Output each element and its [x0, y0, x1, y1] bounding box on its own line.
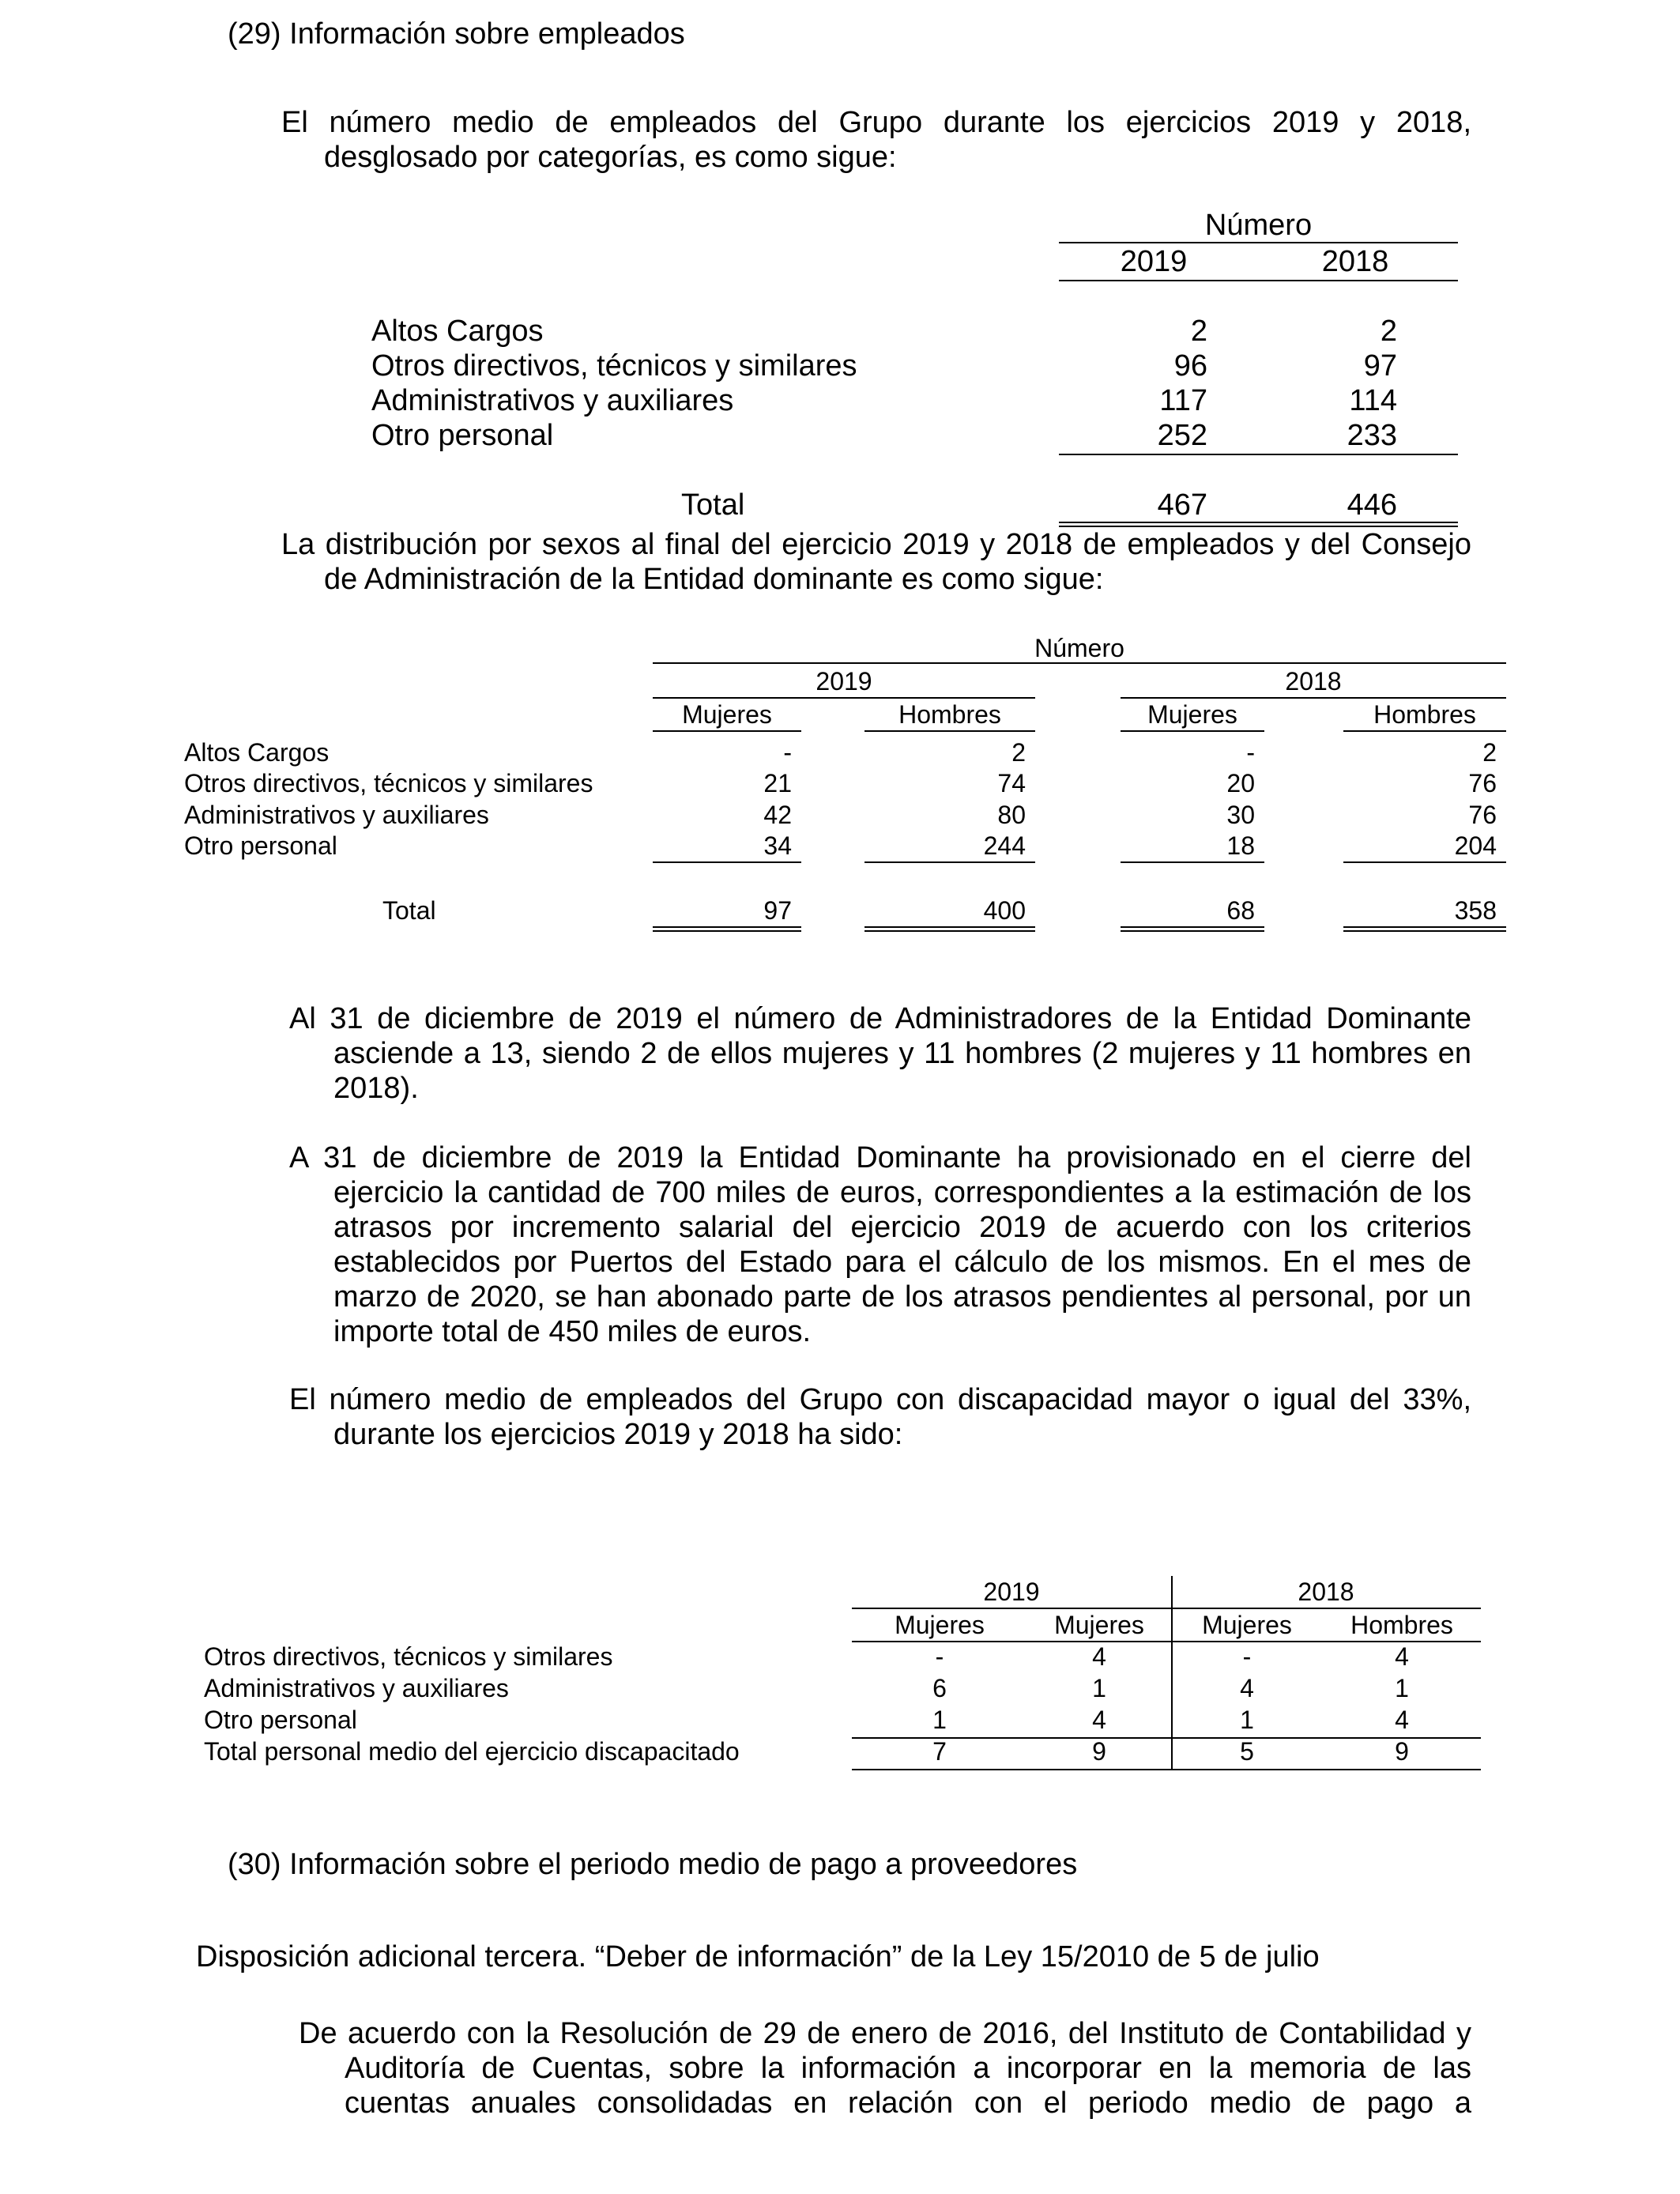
table2-subheader: Mujeres	[1147, 700, 1237, 729]
table2-cell: 76	[1468, 769, 1497, 797]
table3-cell: 1	[1092, 1674, 1106, 1702]
table2-year-2019: 2019	[816, 667, 872, 696]
table2-cell: 18	[1226, 831, 1255, 860]
double-divider	[1059, 522, 1458, 527]
table1-cell: 96	[1173, 349, 1207, 383]
paragraph-line: La distribución por sexos al final del ejercicio 2019 y 2018 de empleados y del Consejo	[281, 528, 1471, 561]
table1-row-label: Administrativos y auxiliares	[371, 384, 734, 417]
table2-cell: 20	[1226, 769, 1255, 797]
table1-cell: 2	[1190, 315, 1207, 348]
double-divider	[1343, 926, 1506, 932]
table3-row-label: Otro personal	[204, 1706, 357, 1734]
divider	[653, 697, 1035, 699]
divider	[1059, 242, 1458, 243]
paragraph-line: importe total de 450 miles de euros.	[333, 1315, 812, 1348]
table2-cell: 74	[997, 769, 1026, 797]
divider	[864, 861, 1035, 863]
table1-cell: 114	[1349, 384, 1397, 417]
paragraph-line: El número medio de empleados del Grupo con discapacidad mayor o igual del 33%,	[289, 1383, 1471, 1416]
double-divider	[653, 926, 801, 932]
table3-cell: 1	[1395, 1674, 1409, 1702]
disability-paragraph	[289, 1382, 1471, 1452]
table3-year-2019: 2019	[983, 1578, 1040, 1606]
intro-paragraph	[281, 105, 1471, 175]
table1-group-header: Número	[1204, 209, 1313, 242]
table2-total-cell: 400	[983, 896, 1026, 925]
table3-total-label: Total personal medio del ejercicio discapacitado	[204, 1737, 740, 1766]
divider	[1059, 280, 1458, 281]
paragraph-line: desglosado por categorías, es como sigue:	[324, 141, 897, 174]
table3-cell: 4	[1395, 1642, 1409, 1671]
table2-row-label: Otros directivos, técnicos y similares	[184, 769, 593, 797]
table3-cell: 6	[932, 1674, 947, 1702]
table2-cell: 76	[1468, 801, 1497, 829]
table3-subheader: Mujeres	[1054, 1611, 1144, 1639]
table3-cell: 1	[1240, 1706, 1254, 1734]
table2-subheader: Hombres	[1373, 700, 1476, 729]
table2-cell: 34	[763, 831, 792, 860]
table1-cell: 252	[1157, 419, 1207, 452]
table2-cell: 30	[1226, 801, 1255, 829]
paragraph-line: Al 31 de diciembre de 2019 el número de Administradores de la Entidad Dominante	[289, 1002, 1471, 1035]
table3-cell: 1	[932, 1706, 947, 1734]
divider	[653, 662, 1506, 664]
table2-row-label: Otro personal	[184, 831, 337, 860]
table3-subheader: Mujeres	[895, 1611, 985, 1639]
table2-cell: 80	[997, 801, 1026, 829]
table3-cell: -	[1242, 1642, 1252, 1671]
section-29-title: (29) Información sobre empleados	[228, 17, 685, 51]
table1-cell: 97	[1363, 349, 1397, 383]
divider	[864, 730, 1035, 732]
table1-cell: 2	[1380, 315, 1397, 348]
paragraph-line: asciende a 13, siendo 2 de ellos mujeres y 11 hombres (2 mujeres y 11 hombres en	[333, 1037, 1471, 1070]
table1-total-cell: 446	[1347, 488, 1397, 522]
provision-paragraph	[289, 1140, 1471, 1349]
table3-cell: 4	[1395, 1706, 1409, 1734]
table3-cell: 4	[1092, 1706, 1106, 1734]
table3-row-label: Administrativos y auxiliares	[204, 1674, 509, 1702]
table3-subheader: Mujeres	[1202, 1611, 1292, 1639]
paragraph-line: establecidos por Puertos del Estado para el cálculo de los mismos. En el mes de	[333, 1246, 1471, 1279]
table2-cell: 42	[763, 801, 792, 829]
divider	[1121, 730, 1264, 732]
sex-distribution-paragraph	[281, 527, 1471, 597]
table1-total-label: Total	[681, 488, 745, 522]
table3-cell: 4	[1092, 1642, 1106, 1671]
paragraph-line: 2018).	[333, 1072, 419, 1105]
table3-year-2018: 2018	[1298, 1578, 1354, 1606]
table3-total-cell: 5	[1240, 1737, 1254, 1766]
paragraph-line: cuentas anuales consolidadas en relación con el periodo medio de pago a	[345, 2087, 1471, 2120]
paragraph-line: marzo de 2020, se han abonado parte de los atrasos pendientes al personal, por un	[333, 1280, 1471, 1314]
table2-row-label: Administrativos y auxiliares	[184, 801, 489, 829]
table3-cell: 4	[1240, 1674, 1254, 1702]
table2-total-cell: 68	[1226, 896, 1255, 925]
administrators-paragraph	[289, 1001, 1471, 1106]
table2-cell: 21	[763, 769, 792, 797]
section-30-subtitle: Disposición adicional tercera. “Deber de información” de la Ley 15/2010 de 5 de julio	[196, 1940, 1320, 1973]
table3-total-cell: 9	[1092, 1737, 1106, 1766]
divider	[852, 1769, 1481, 1770]
table1-year-2018: 2018	[1321, 245, 1389, 278]
table2-cell: 204	[1454, 831, 1497, 860]
table3-subheader: Hombres	[1350, 1611, 1453, 1639]
paragraph-line: A 31 de diciembre de 2019 la Entidad Dominante ha provisionado en el cierre del	[289, 1141, 1471, 1174]
paragraph-line: De acuerdo con la Resolución de 29 de enero de 2016, del Instituto de Contabilidad y	[299, 2017, 1471, 2050]
paragraph-line: El número medio de empleados del Grupo durante los ejercicios 2019 y 2018,	[281, 106, 1471, 139]
table1-row-label: Otro personal	[371, 419, 554, 452]
divider	[653, 730, 801, 732]
section-30-title: (30) Información sobre el periodo medio de pago a proveedores	[228, 1848, 1078, 1881]
paragraph-line: atrasos por incremento salarial del ejercicio 2019 de acuerdo con los criterios	[333, 1211, 1471, 1244]
divider	[653, 861, 801, 863]
table3-total-cell: 7	[932, 1737, 947, 1766]
double-divider	[1121, 926, 1264, 932]
table3-row-label: Otros directivos, técnicos y similares	[204, 1642, 613, 1671]
table2-cell: -	[783, 738, 792, 767]
paragraph-line: Auditoría de Cuentas, sobre la información a incorporar en la memoria de las	[345, 2052, 1471, 2085]
divider	[1121, 697, 1506, 699]
table1-year-2019: 2019	[1120, 245, 1188, 278]
divider	[852, 1608, 1481, 1609]
table2-total-cell: 97	[763, 896, 792, 925]
paragraph-line: ejercicio la cantidad de 700 miles de euros, correspondientes a la estimación de los	[333, 1176, 1471, 1209]
table2-subheader: Hombres	[898, 700, 1001, 729]
table2-cell: 2	[1482, 738, 1497, 767]
table2-cell: 2	[1011, 738, 1026, 767]
table2-cell: -	[1246, 738, 1255, 767]
resolution-paragraph	[299, 2016, 1471, 2120]
divider	[1343, 861, 1506, 863]
table1-total-cell: 467	[1157, 488, 1207, 522]
divider	[1343, 730, 1506, 732]
table2-cell: 244	[983, 831, 1026, 860]
paragraph-line: durante los ejercicios 2019 y 2018 ha sido:	[333, 1418, 903, 1451]
paragraph-line: de Administración de la Entidad dominante es como sigue:	[324, 563, 1104, 596]
table2-subheader: Mujeres	[682, 700, 772, 729]
table1-row-label: Otros directivos, técnicos y similares	[371, 349, 857, 383]
table2-total-cell: 358	[1454, 896, 1497, 925]
divider	[1059, 454, 1458, 455]
table1-row-label: Altos Cargos	[371, 315, 544, 348]
table1-cell: 117	[1159, 384, 1207, 417]
table3-cell: -	[935, 1642, 944, 1671]
divider	[1121, 861, 1264, 863]
table1-cell: 233	[1347, 419, 1397, 452]
table3-total-cell: 9	[1395, 1737, 1409, 1766]
table2-year-2018: 2018	[1285, 667, 1342, 696]
double-divider	[864, 926, 1035, 932]
table2-row-label: Altos Cargos	[184, 738, 330, 767]
table2-group-header: Número	[1034, 634, 1124, 662]
table2-total-label: Total	[382, 896, 436, 925]
